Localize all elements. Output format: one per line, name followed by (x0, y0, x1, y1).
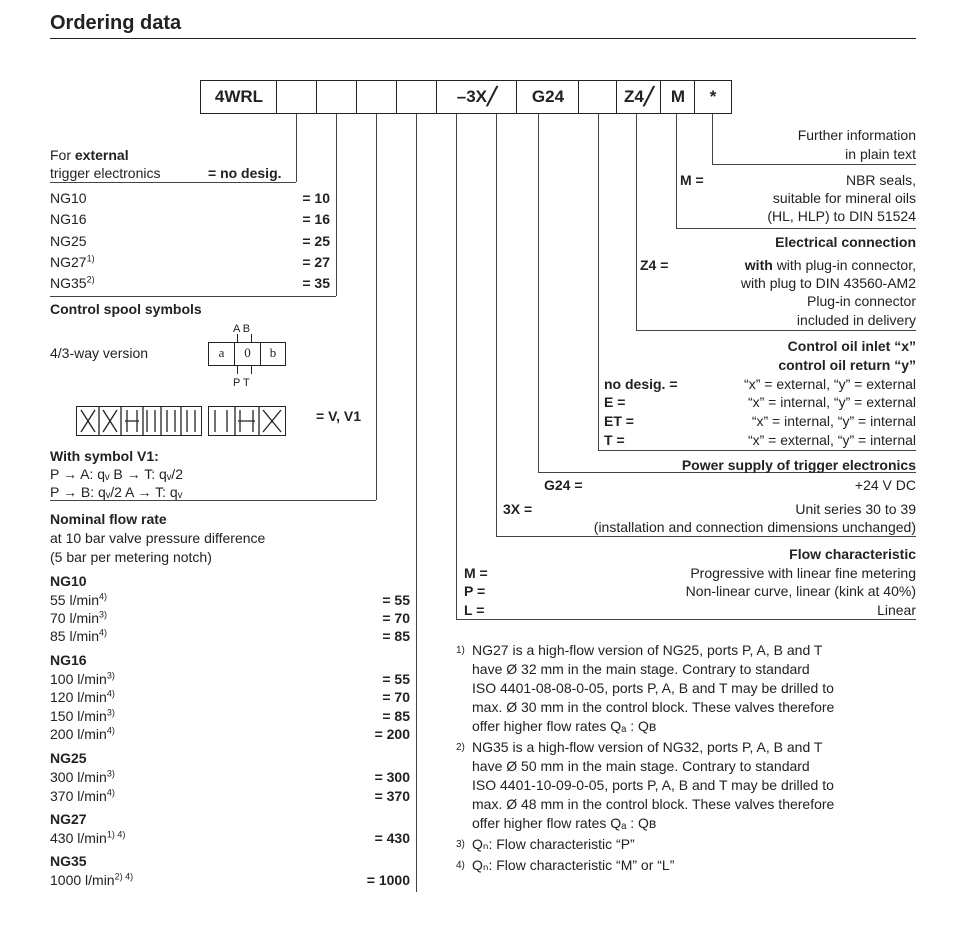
code-box-control-oil (578, 80, 618, 114)
code-box-electrical: Z4╱ (616, 80, 662, 114)
control-oil-code: ET = (604, 413, 634, 429)
flow-rate-value: = 370 (374, 788, 410, 804)
flow-rate-value: = 70 (382, 610, 410, 626)
flow-rate-value: = 85 (382, 628, 410, 644)
spool-top-ports: A B (233, 323, 251, 335)
flow-desc: at 10 bar valve pressure difference (50, 530, 266, 546)
flow-rate-label: 100 $l/\min^{3)}$ (50, 670, 115, 687)
further-info: in plain text (845, 146, 916, 162)
external-sublabel: trigger electronics (50, 165, 161, 181)
spool-bottom-ports: P T (233, 377, 250, 389)
footnote-mark: 2) (456, 742, 465, 753)
flow-char-code: M = (464, 565, 488, 581)
size-label: NG35$^{2)}$ (50, 274, 95, 291)
power-value: +24 V DC (854, 477, 916, 493)
flow-rate-label: 200 $l/\min^{4)}$ (50, 725, 115, 742)
code-box-type: 4WRL (200, 80, 278, 114)
size-value: = 16 (302, 211, 330, 227)
flow-rate-label: 150 $l/\min^{3)}$ (50, 707, 115, 724)
footnote-line: max. Ø 30 mm in the control block. These valves therefore (472, 699, 835, 715)
footnote-line: Qₙ: Flow characteristic “M” or “L” (472, 857, 675, 873)
size-label: NG10 (50, 190, 87, 206)
footnote-mark: 4) (456, 860, 465, 871)
electrical-desc: with with plug-in connector, (744, 257, 916, 273)
spool-symbol-v1-icon (208, 406, 286, 436)
control-oil-heading: Control oil inlet “x” (787, 338, 916, 354)
flow-rate-label: 55 $l/\min^{4)}$ (50, 591, 108, 608)
footnote-line: have Ø 32 mm in the main stage. Contrary to standard (472, 661, 810, 677)
code-box-seal: M (660, 80, 696, 114)
footnote-line: max. Ø 48 mm in the control block. These valves therefore (472, 796, 835, 812)
spool-heading: Control spool symbols (50, 301, 202, 317)
spool-symbol-v-icon (76, 406, 202, 436)
electrical-desc: included in delivery (796, 312, 916, 328)
flow-char-heading: Flow characteristic (789, 546, 916, 562)
size-value: = 25 (302, 233, 330, 249)
flow-rate-label: 300 $l/\min^{3)}$ (50, 768, 115, 785)
series-desc: (installation and connection dimensions unchanged) (593, 519, 916, 535)
flow-rate-value: = 70 (382, 689, 410, 705)
code-box-characteristic (396, 80, 438, 114)
external-label: For external (50, 147, 129, 163)
size-label: NG25 (50, 233, 87, 249)
flow-rate-label: 1000 $l/\min^{2) 4)}$ (50, 871, 134, 888)
flow-desc: (5 bar per metering notch) (50, 549, 212, 565)
electrical-desc: with plug to DIN 43560-AM2 (740, 275, 916, 291)
external-value: = no desig. (208, 165, 282, 181)
control-oil-code: E = (604, 394, 626, 410)
flow-rate-value: = 300 (374, 769, 410, 785)
size-value: = 27 (302, 254, 330, 270)
flow-rate-value: = 55 (382, 671, 410, 687)
footnote-line: ISO 4401-10-09-0-05, ports P, A, B and T may be drilled to (472, 777, 834, 793)
size-value: = 35 (302, 275, 330, 291)
v1-line: P → A: qᵥ B → T: qᵥ/2 (50, 466, 183, 482)
footnote-line: NG27 is a high-flow version of NG25, ports P, A, B and T (472, 642, 823, 658)
flow-rate-value: = 1000 (366, 872, 410, 888)
spool-cell: 0 (235, 343, 261, 365)
spool-symbol-43 (208, 342, 286, 366)
control-oil-code: no desig. = (604, 376, 678, 392)
flow-char-code: L = (464, 602, 485, 618)
title-rule (50, 38, 916, 39)
footnote-mark: 3) (456, 839, 465, 850)
flow-rate-value: = 430 (374, 830, 410, 846)
footnote-line: offer higher flow rates Qₐ : Qʙ (472, 718, 657, 734)
electrical-desc: Plug-in connector (807, 293, 916, 309)
flow-rate-label: 120 $l/\min^{4)}$ (50, 688, 115, 705)
flow-rate-label: 430 $l/\min^{1) 4)}$ (50, 829, 126, 846)
further-info: Further information (797, 127, 916, 143)
series-code: 3X = (503, 501, 533, 517)
flow-group-name: NG35 (50, 853, 87, 869)
control-oil-desc: “x” = external, “y” = internal (747, 432, 916, 448)
footnote-line: have Ø 50 mm in the main stage. Contrary to standard (472, 758, 810, 774)
control-oil-desc: “x” = internal, “y” = external (747, 394, 916, 410)
flow-char-desc: Linear (877, 602, 916, 618)
control-oil-desc: “x” = internal, “y” = internal (751, 413, 916, 429)
spool-cell: b (269, 345, 277, 360)
v1-line: P → B: qᵥ/2 A → T: qᵥ (50, 484, 183, 500)
control-oil-desc: “x” = external, “y” = external (744, 376, 916, 392)
flow-char-desc: Progressive with linear fine metering (690, 565, 916, 581)
flow-rate-value: = 200 (374, 726, 410, 742)
flow-group-name: NG10 (50, 573, 87, 589)
flow-rate-label: 70 $l/\min^{3)}$ (50, 609, 108, 626)
flow-group-name: NG27 (50, 811, 87, 827)
code-box-series: –3X╱ (436, 80, 518, 114)
code-box-size (276, 80, 318, 114)
size-label: NG16 (50, 211, 87, 227)
flow-rate-value: = 55 (382, 592, 410, 608)
electrical-heading: Electrical connection (775, 234, 916, 250)
footnote-mark: 1) (456, 645, 465, 656)
flow-rate-label: 85 $l/\min^{4)}$ (50, 627, 108, 644)
footnote-line: offer higher flow rates Qₐ : Qʙ (472, 815, 657, 831)
power-heading: Power supply of trigger electronics (681, 457, 916, 473)
code-box-flow (356, 80, 398, 114)
spool-cell: a (209, 343, 235, 365)
footnote-line: Qₙ: Flow characteristic “P” (472, 836, 635, 852)
size-label: NG27$^{1)}$ (50, 253, 95, 270)
series-desc: Unit series 30 to 39 (795, 501, 916, 517)
electrical-code: Z4 = (640, 257, 669, 273)
page-title: Ordering data (50, 12, 182, 34)
code-box-spool (316, 80, 358, 114)
size-value: = 10 (302, 190, 330, 206)
seal-desc: NBR seals, (845, 172, 916, 188)
footnote-line: ISO 4401-08-08-0-05, ports P, A, B and T may be drilled to (472, 680, 834, 696)
power-code: G24 = (544, 477, 583, 493)
flow-heading: Nominal flow rate (50, 511, 167, 527)
spool-version: 4/3-way version (50, 345, 149, 361)
v1-heading: With symbol V1: (50, 448, 159, 464)
flow-group-name: NG25 (50, 750, 87, 766)
flow-char-desc: Non-linear curve, linear (kink at 40%) (685, 583, 916, 599)
code-box-supply: G24 (516, 80, 580, 114)
flow-char-code: P = (464, 583, 486, 599)
control-oil-heading: control oil return “y” (778, 357, 916, 373)
seal-desc: suitable for mineral oils (772, 190, 916, 206)
seal-code: M = (680, 172, 704, 188)
flow-group-name: NG16 (50, 652, 87, 668)
flow-rate-label: 370 $l/\min^{4)}$ (50, 787, 115, 804)
footnote-line: NG35 is a high-flow version of NG32, ports P, A, B and T (472, 739, 823, 755)
seal-desc: (HL, HLP) to DIN 51524 (767, 208, 916, 224)
control-oil-code: T = (604, 432, 625, 448)
flow-rate-value: = 85 (382, 708, 410, 724)
spool-value: = V, V1 (316, 408, 362, 424)
code-box-further: * (694, 80, 732, 114)
